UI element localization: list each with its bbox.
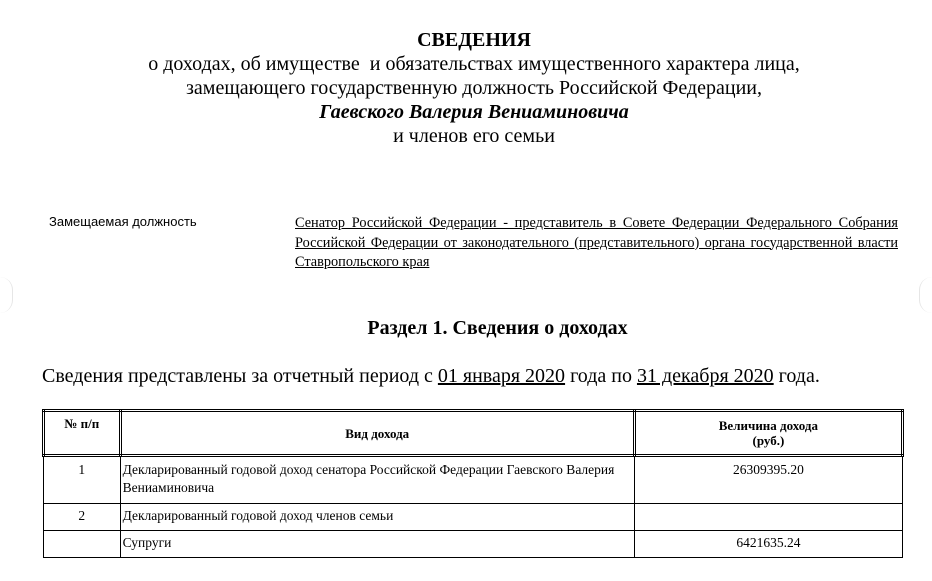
row-number: 1 <box>44 456 121 504</box>
section-title: Раздел 1. Сведения о доходах <box>367 317 628 339</box>
period-start: 01 января 2020 <box>437 365 566 387</box>
period-suffix: года. <box>773 365 820 387</box>
income-table <box>42 409 904 558</box>
row-number: 2 <box>44 504 121 531</box>
row-income-type: Декларированный годовой доход членов семьи <box>120 504 634 531</box>
period-end: 31 декабря 2020 <box>636 365 774 387</box>
document-header <box>0 28 932 148</box>
header-income-type: Вид дохода <box>120 411 634 456</box>
left-edge-mark <box>0 277 13 313</box>
document-title: СВЕДЕНИЯ <box>417 29 531 51</box>
row-income-amount <box>634 504 902 531</box>
row-income-amount: 6421635.24 <box>634 531 902 558</box>
row-income-type: Супруги <box>120 531 634 558</box>
header-line-2: замещающего государственную должность Российской Федерации, <box>186 77 762 99</box>
header-number: № п/п <box>44 411 121 456</box>
position-value: Сенатор Российской Федерации - представитель в Совете Федерации Федерального Собрания Российской Федерации от законодательного (представительного) органа государственной власти Ставропольского края <box>295 215 898 270</box>
header-line-1: о доходах, об имуществе и обязательствах имущественного характера лица, <box>148 53 800 75</box>
reporting-period <box>42 365 820 388</box>
table-header-row <box>44 411 903 456</box>
row-income-amount: 26309395.20 <box>634 456 902 504</box>
period-prefix: Сведения представлены за отчетный период с <box>42 365 438 387</box>
row-income-type: Декларированный годовой доход сенатора Российской Федерации Гаевского Валерия Вениаминовича <box>120 456 634 504</box>
right-edge-mark <box>919 277 932 313</box>
position-label: Замещаемая должность <box>49 214 197 229</box>
row-number <box>44 531 121 558</box>
header-income-amount: Величина дохода (руб.) <box>634 411 902 456</box>
table-row <box>44 531 903 558</box>
header-line-4: и членов его семьи <box>393 125 555 147</box>
table-row <box>44 504 903 531</box>
period-middle: года по <box>565 365 637 387</box>
person-name: Гаевского Валерия Вениаминовича <box>319 101 629 123</box>
table-row <box>44 456 903 504</box>
